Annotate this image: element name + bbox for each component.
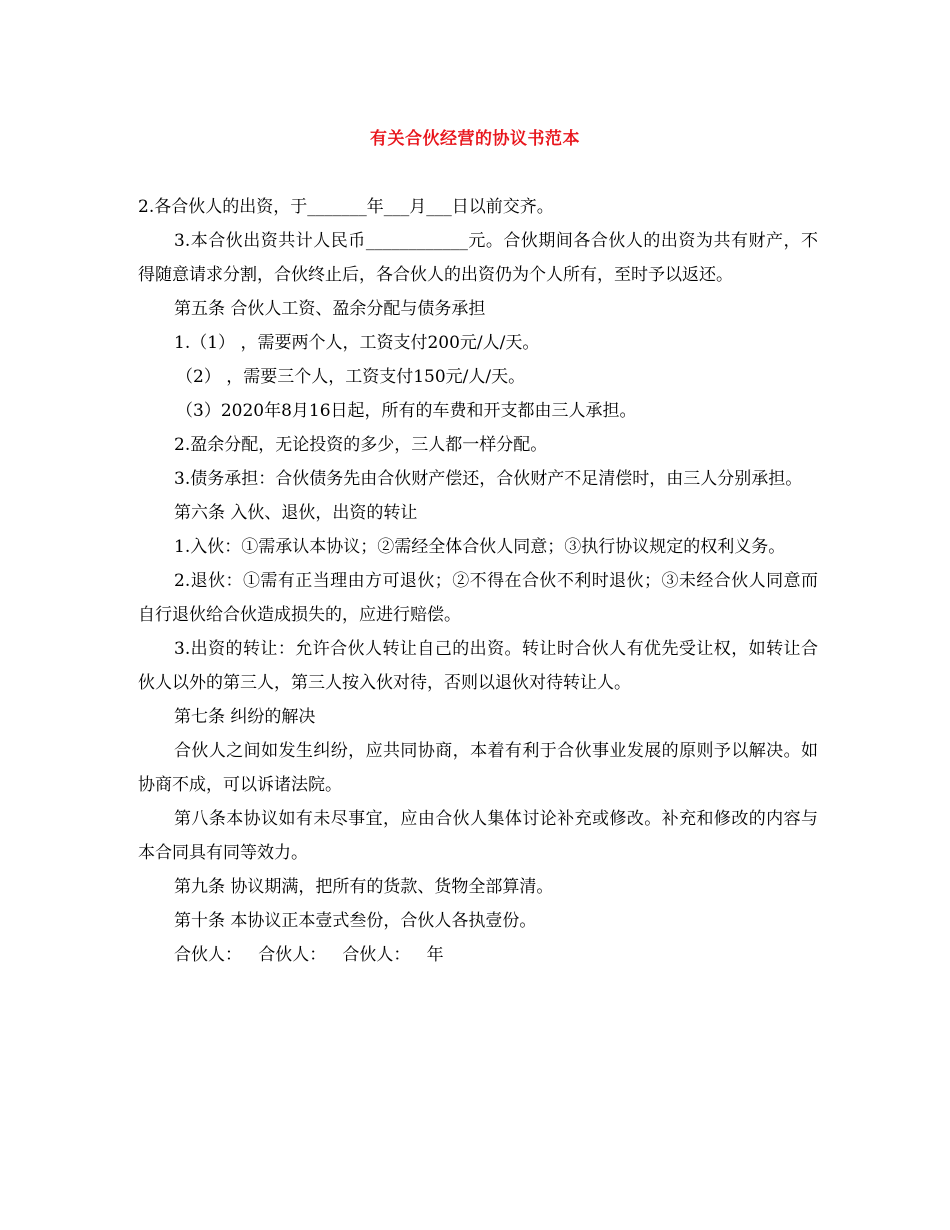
- article-eight: 第八条本协议如有未尽事宜，应由合伙人集体讨论补充或修改。补充和修改的内容与本合同具有同等效力。: [138, 809, 818, 863]
- document-body: [138, 190, 818, 972]
- article-seven-heading: 第七条 纠纷的解决: [174, 707, 316, 727]
- article-five-heading: 第五条 合伙人工资、盈余分配与债务承担: [174, 299, 486, 319]
- paragraph-joining: 1.入伙：①需承认本协议；②需经全体合伙人同意；③执行协议规定的权利义务。: [174, 537, 786, 557]
- paragraph-wage-2: （2） ，需要三个人，工资支付150元/人/天。: [176, 367, 526, 387]
- paragraph-total-contribution: 3.本合伙出资共计人民币____________元。合伙期间各合伙人的出资为共有财产，不得随意请求分割，合伙终止后，各合伙人的出资仍为个人所有，至时予以返还。: [138, 231, 818, 285]
- paragraph-surplus-distribution: 2.盈余分配，无论投资的多少，三人都一样分配。: [174, 435, 548, 455]
- paragraph-contribution-deadline: 2.各合伙人的出资，于_______年___月___日以前交齐。: [138, 197, 554, 217]
- paragraph-dispute-resolution: 合伙人之间如发生纠纷，应共同协商，本着有利于合伙事业发展的原则予以解决。如协商不成，可以诉诸法院。: [138, 741, 818, 795]
- paragraph-contribution-transfer: 3.出资的转让：允许合伙人转让自己的出资。转让时合伙人有优先受让权，如转让合伙人以外的第三人，第三人按入伙对待，否则以退伙对待转让人。: [138, 639, 818, 693]
- paragraph-wage-1: 1.（1） ，需要两个人，工资支付200元/人/天。: [174, 333, 540, 353]
- signature-line: 合伙人： 合伙人： 合伙人： 年: [174, 945, 444, 965]
- paragraph-withdrawal: 2.退伙：①需有正当理由方可退伙；②不得在合伙不利时退伙；③未经合伙人同意而自行退伙给合伙造成损失的，应进行赔偿。: [138, 571, 818, 625]
- paragraph-debt-liability: 3.债务承担：合伙债务先由合伙财产偿还，合伙财产不足清偿时，由三人分别承担。: [174, 469, 803, 489]
- article-six-heading: 第六条 入伙、退伙，出资的转让: [174, 503, 418, 523]
- paragraph-wage-3: （3）2020年8月16日起，所有的车费和开支都由三人承担。: [176, 401, 637, 421]
- article-ten: 第十条 本协议正本壹式叁份，合伙人各执壹份。: [174, 911, 537, 931]
- article-nine: 第九条 协议期满，把所有的货款、货物全部算清。: [174, 877, 554, 897]
- document-title: 有关合伙经营的协议书范本: [370, 129, 580, 149]
